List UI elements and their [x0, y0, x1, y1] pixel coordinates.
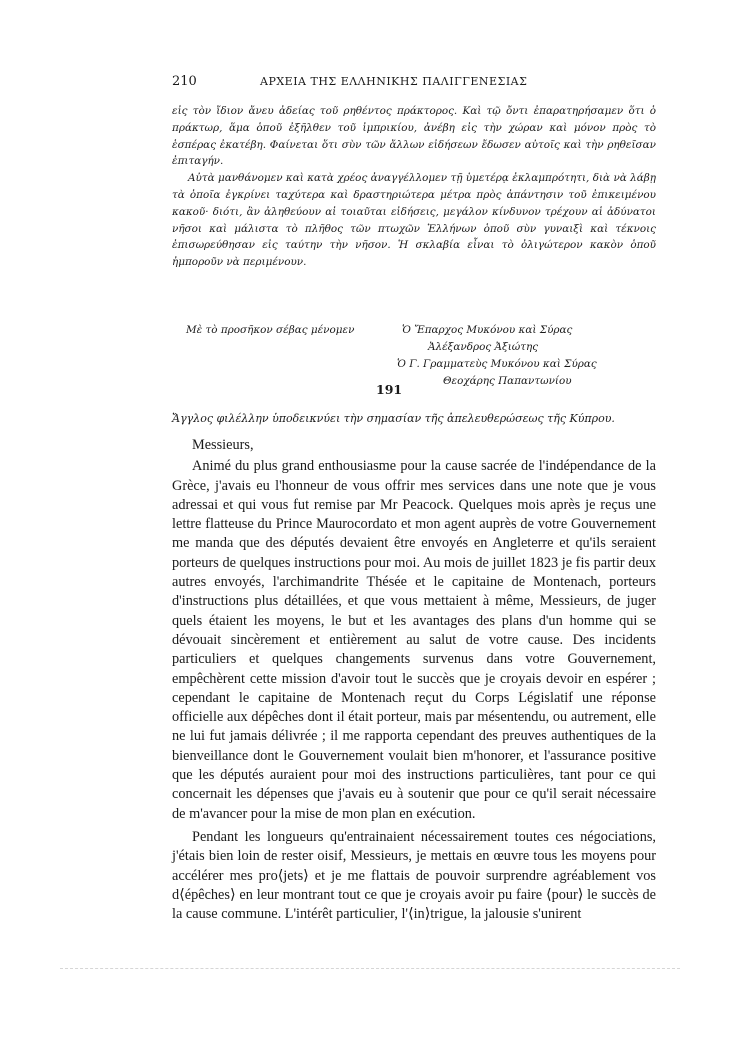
greek-paragraph-2: Αὐτὰ μανθάνομεν καὶ κατὰ χρέος ἀναγγέλλομεν τῇ ὑμετέρᾳ ἐκλαμπρότητι, διὰ νὰ λάβῃ τὰ ὁποῖα ἐγκρίνει ταχύτερα καὶ δραστηριώτερα μέτρα πρὸς ἀπάντησιν τοῦ ἐπικειμένου κακοῦ· διότι, ἂν ἀληθεύουν αἱ τοιαῦται εἰδήσεις, μεγάλον κίνδυνον τρέχουν αἱ ἀδύνατοι νῆσοι καὶ μάλιστα τὸ πλῆθος τῶν πτωχῶν Ἑλλήνων ὁποῦ σὺν γυναιξὶ καὶ τέκνοις ἐπισωρεύθησαν εἰς ταύτην τὴν νῆσον. Ἡ σκλαβία εἶναι τὸ ὀλιγώτερον κακὸν ὁποῦ ἠμποροῦν νὰ περιμένουν. — [172, 172, 656, 269]
closing-formula: Μὲ τὸ προσῆκον σέβας μένομεν — [186, 324, 355, 336]
document-number: 191 — [376, 382, 403, 397]
document-caption: Ἄγγλος φιλέλλην ὑποδεικνύει τὴν σημασίαν τῆς ἀπελευθερώσεως τῆς Κύπρου. — [172, 412, 615, 425]
scan-artifact-line — [60, 968, 680, 970]
letter-paragraph-1: Animé du plus grand enthousiasme pour la cause sacrée de l'indépendance de la Grèce, j'avais eu l'honneur de vous offrir mes services dans une note que je vous adressai et qui vous fut remise par Mr Peacock. Quelques mois après je reçus une lettre flatteuse du Prince Maurocordato et mon agent auprès de votre Gouvernement me manda que des députés devaient être envoyés en Angleterre et qu'ils seraient porteurs de quelques instructions pour moi. Au mois de juillet 1823 je fis partir deux autres envoyés, l'archimandrite Thésée et le capitaine de Montenach, porteurs d'instructions plus détaillées, et que vous mettaient à même, Messieurs, de juger quels étaient les moyens, le but et les avantages des plans d'un homme qui se dévouait sincèrement et entièrement au salut de votre cause. Des incidents particuliers et quelques changements survenus dans votre Gouvernement, empêchèrent cette mission d'avoir tout le succès que je croyais devoir en espérer ; cependant le capitaine de Montenach reçut du Corps Législatif une réponse officielle aux dépêches dont il était porteur, mais par mésentendu, ou autrement, elle ne lui fut jamais délivrée ; il me rapporta cependant des preuves authentiques de la bienveillance dont le Gouvernement voulait bien m'honorer, et l'assurance positive que les députés auraient pour moi des instructions particulières, tant pour ce qui concernait les dépenses que j'avais eu à soutenir que pour ce qu'il serait nécessaire de m'avancer pour la mise de mon plan en exécution. — [172, 458, 656, 822]
letter-salutation: Messieurs, — [192, 437, 254, 453]
page-header — [172, 74, 656, 94]
signatory-1-title: Ὁ Ἔπαρχος Μυκόνου καὶ Σύρας — [402, 324, 573, 336]
page-number: 210 — [172, 74, 197, 89]
running-title: ΑΡΧΕΙΑ ΤΗΣ ΕΛΛΗΝΙΚΗΣ ΠΑΛΙΓΓΕΝΕΣΙΑΣ — [260, 75, 528, 88]
french-letter — [172, 436, 656, 924]
signatory-1-name: Ἀλέξανδρος Ἀξιώτης — [428, 341, 539, 353]
signatory-2-name: Θεοχάρης Παπαντωνίου — [443, 375, 572, 387]
greek-letter-text — [172, 103, 656, 271]
signatory-2-title: Ὁ Γ. Γραμματεὺς Μυκόνου καὶ Σύρας — [397, 358, 597, 370]
letter-paragraph-2: Pendant les longueurs qu'entrainaient nécessairement toutes ces négociations, j'étais bien loin de rester oisif, Messieurs, je mettais en œuvre tous les moyens pour accélérer mes pro⟨jets⟩ et je me flattais de pouvoir surprendre agréablement vos d⟨épêches⟩ en leur montrant tout ce que je croyais avoir pu faire ⟨pour⟩ le succès de la cause commune. L'intérêt particulier, l'⟨in⟩trigue, la jalousie s'unirent — [172, 828, 656, 923]
greek-paragraph-1: εἰς τὸν ἴδιον ἄνευ ἀδείας τοῦ ρηθέντος πράκτορος. Καὶ τῷ ὄντι ἐπαρατηρήσαμεν ὅτι ὁ πράκτωρ, ἅμα ὁποῦ ἐξῆλθεν τοῦ ἰμπρικίου, ἀνέβη εἰς τὴν χώραν καὶ μόνον πρὸς τὸ ἑσπέρας ἐκατέβη. Φαίνεται ὅτι σὺν τῶν ἄλλων εἰδήσεων ἔδωσεν αὐτοῖς καὶ τὴν ρηθεῖσαν ἐπιταγήν. — [172, 105, 656, 168]
